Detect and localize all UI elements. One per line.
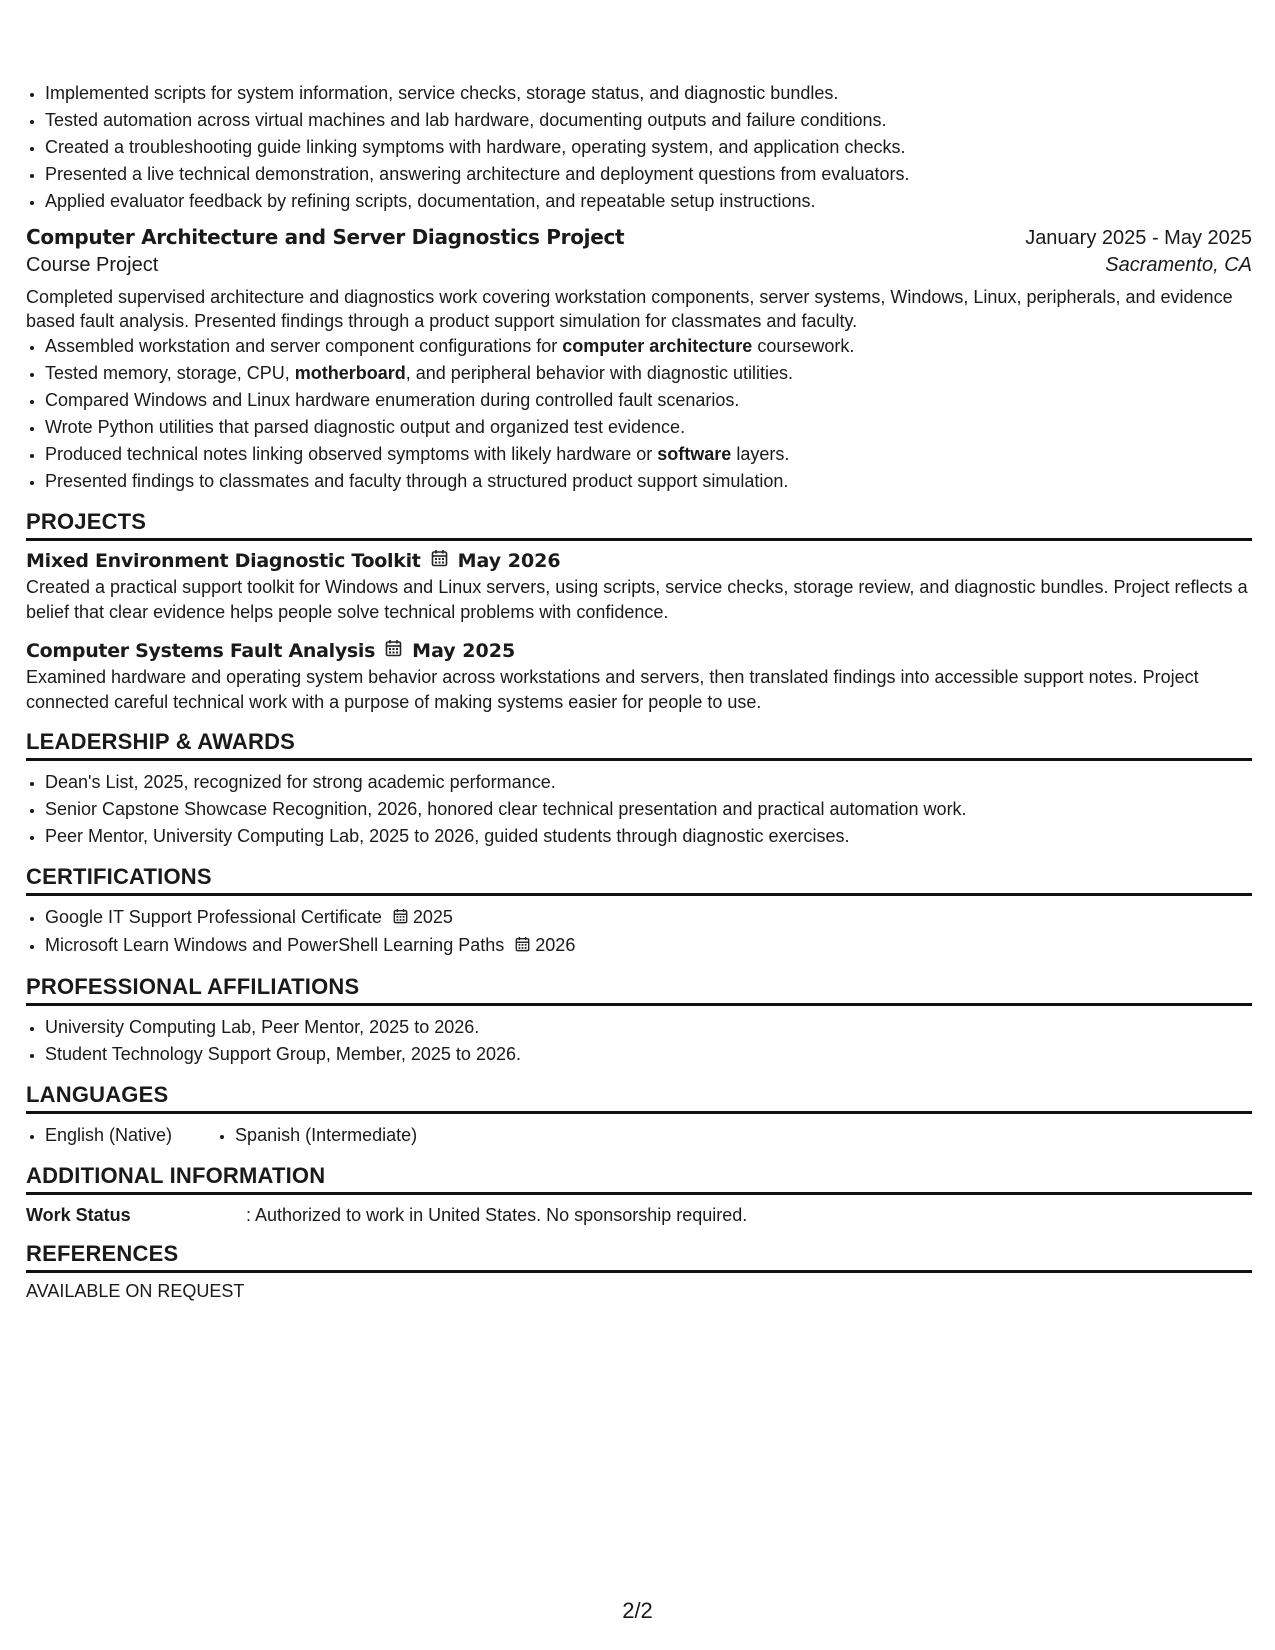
affiliations-section — [26, 974, 1252, 1068]
section-title: LEADERSHIP & AWARDS — [26, 729, 1252, 761]
calendar-icon — [515, 933, 530, 960]
list-item: • University Computing Lab, Peer Mentor, 2025 to 2026. — [45, 1014, 1252, 1041]
experience-bullets — [26, 80, 1252, 215]
projects-section — [26, 509, 1252, 715]
certification-date: 2025 — [412, 907, 453, 927]
list-item: • Student Technology Support Group, Member, 2025 to 2026. — [45, 1041, 1252, 1068]
list-item: • Senior Capstone Showcase Recognition, 2026, honored clear technical presentation and practical automation work. — [45, 796, 1252, 823]
entry-date: January 2025 - May 2025 — [1025, 227, 1252, 249]
entry-subtitle: Course Project — [26, 254, 159, 276]
calendar-icon — [385, 639, 402, 662]
list-item: • Assembled workstation and server component configurations for computer architecture coursework. — [45, 333, 1252, 360]
additional-info-section — [26, 1163, 1252, 1227]
certification-name: Microsoft Learn Windows and PowerShell Learning Paths — [45, 934, 505, 955]
calendar-icon — [431, 549, 448, 572]
calendar-icon — [393, 905, 408, 932]
keyword: computer architecture — [562, 336, 753, 356]
leadership-section — [26, 729, 1252, 850]
certification-date: 2026 — [535, 934, 576, 955]
project-item — [26, 549, 1252, 625]
language-item: • English (Native) — [45, 1122, 172, 1149]
project-description: Examined hardware and operating system behavior across workstations and servers, then translated findings into accessible support notes. Project connected careful technical work with a purpose of making systems easier for people to use. — [26, 667, 1199, 712]
list-item: • Presented a live technical demonstration, answering architecture and deployment questions from evaluators. — [45, 161, 1252, 188]
entry-location: Sacramento, CA — [1105, 254, 1252, 276]
section-title: ADDITIONAL INFORMATION — [26, 1163, 1252, 1195]
list-item — [45, 904, 1252, 932]
list-item: • Presented findings to classmates and faculty through a structured product support simulation. — [45, 468, 1252, 495]
section-title: REFERENCES — [26, 1241, 1252, 1273]
entry-title: Computer Architecture and Server Diagnostics Project — [26, 225, 625, 249]
page-number: 2/2 — [622, 1598, 653, 1623]
language-item: • Spanish (Intermediate) — [235, 1122, 417, 1149]
experience-entry — [26, 225, 1252, 495]
keyword: software — [657, 444, 732, 464]
project-item — [26, 639, 1252, 715]
list-item: • Compared Windows and Linux hardware enumeration during controlled fault scenarios. — [45, 387, 1252, 414]
section-title: PROJECTS — [26, 509, 1252, 541]
references-text: AVAILABLE ON REQUEST — [26, 1280, 245, 1301]
list-item: • Tested automation across virtual machines and lab hardware, documenting outputs and failure conditions. — [45, 107, 1252, 134]
list-item: • Tested memory, storage, CPU, motherboard, and peripheral behavior with diagnostic utilities. — [45, 360, 1252, 387]
entry-bullets — [26, 333, 1252, 495]
references-section — [26, 1241, 1252, 1302]
list-item: • Implemented scripts for system information, service checks, storage status, and diagnostic bundles. — [45, 80, 1252, 107]
project-date: May 2026 — [457, 549, 561, 572]
certification-name: Google IT Support Professional Certificate — [45, 907, 382, 927]
list-item: • Created a troubleshooting guide linking symptoms with hardware, operating system, and application checks. — [45, 134, 1252, 161]
work-status-label: Work Status — [26, 1204, 131, 1225]
list-item: • Produced technical notes linking observed symptoms with likely hardware or software layers. — [45, 441, 1252, 468]
languages-section — [26, 1082, 1252, 1149]
section-title: LANGUAGES — [26, 1082, 1252, 1114]
list-item: • Wrote Python utilities that parsed diagnostic output and organized test evidence. — [45, 414, 1252, 441]
section-title: PROFESSIONAL AFFILIATIONS — [26, 974, 1252, 1006]
resume-page — [26, 80, 1252, 1302]
project-date: May 2025 — [412, 639, 516, 662]
section-title: CERTIFICATIONS — [26, 864, 1252, 896]
keyword: motherboard — [294, 363, 406, 383]
project-title: Computer Systems Fault Analysis — [26, 639, 376, 662]
project-title: Mixed Environment Diagnostic Toolkit — [26, 549, 421, 572]
certifications-section — [26, 864, 1252, 960]
list-item: • Dean's List, 2025, recognized for strong academic performance. — [45, 769, 1252, 796]
project-description: Created a practical support toolkit for Windows and Linux servers, using scripts, service checks, storage review, and diagnostic bundles. Project reflects a belief that clear evidence helps people solve technical problems with confidence. — [26, 577, 1248, 622]
work-status-value: : Authorized to work in United States. No sponsorship required. — [246, 1204, 748, 1225]
entry-summary: Completed supervised architecture and diagnostics work covering workstation components, server systems, Windows, Linux, peripherals, and evidence based fault analysis. Presented findings through a product support simulation for classmates and faculty. — [26, 287, 1233, 331]
list-item: • Peer Mentor, University Computing Lab, 2025 to 2026, guided students through diagnostic exercises. — [45, 823, 1252, 850]
list-item: • Applied evaluator feedback by refining scripts, documentation, and repeatable setup instructions. — [45, 188, 1252, 215]
list-item — [45, 932, 1252, 960]
